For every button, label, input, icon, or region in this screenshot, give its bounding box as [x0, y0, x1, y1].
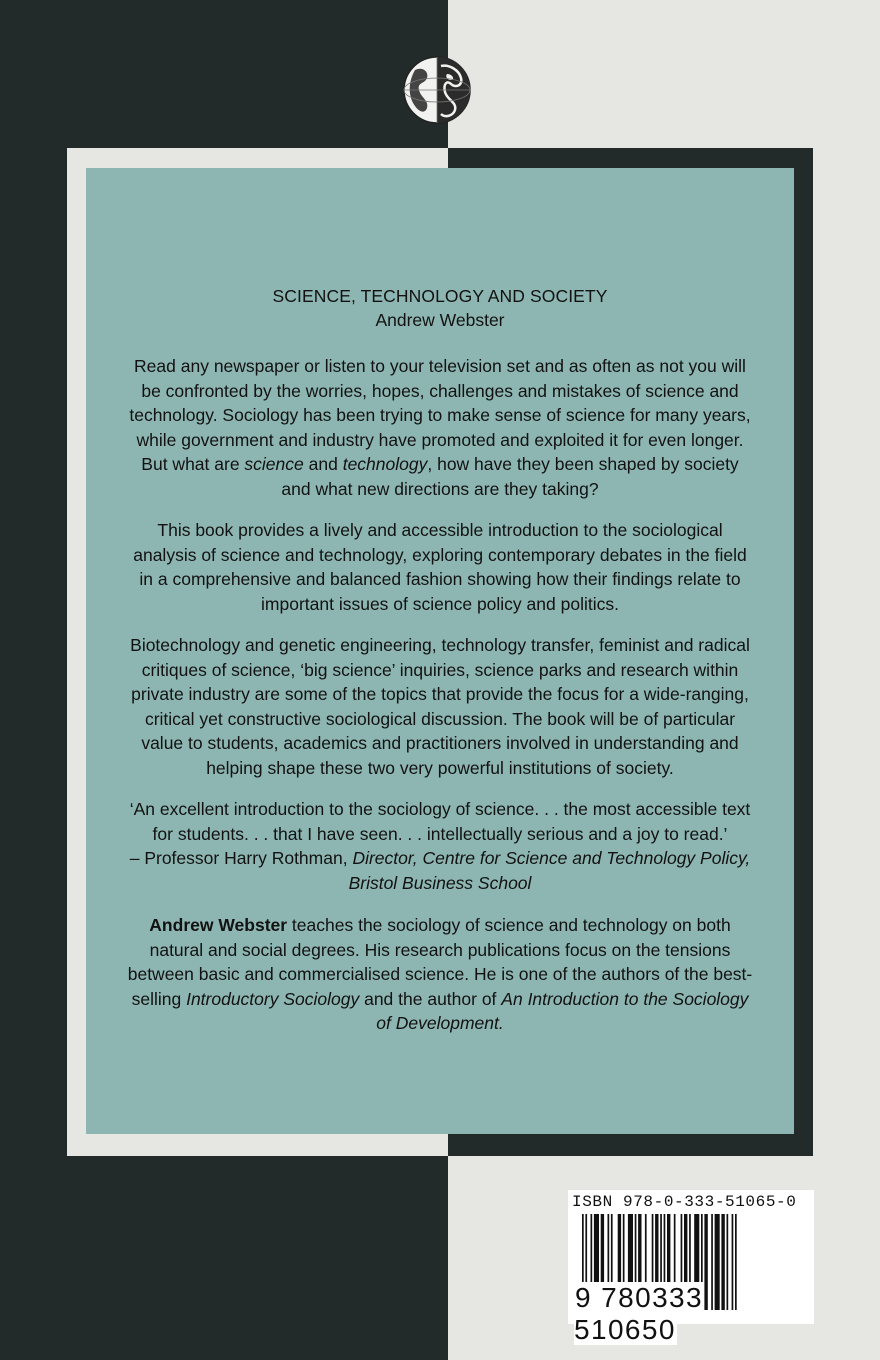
barcode-digits: 9 780333 510650 — [574, 1282, 703, 1345]
author-bio: Andrew Webster teaches the sociology of science and technology on both natural and social degrees. His research publications focus on the tensions between basic and commercialised science. He is one of the authors of the best-selling Introductory Sociology and the author of An Introduction to the Sociology of Development. — [127, 915, 753, 1033]
book-title: SCIENCE, TECHNOLOGY AND SOCIETY — [272, 286, 608, 306]
blurb-paragraph-2: This book provides a lively and accessible introduction to the sociological analysis of science and technology, exploring contemporary debates in the field in a comprehensive and balanced fashion showing how their findings relate to important issues of science policy and politics. — [133, 520, 747, 614]
blurb-panel — [86, 168, 794, 1134]
globe-icon — [401, 54, 473, 126]
isbn-label: ISBN 978-0-333-51065-0 — [572, 1193, 797, 1211]
book-author: Andrew Webster — [375, 310, 505, 330]
blurb-paragraph-3: Biotechnology and genetic engineering, technology transfer, feminist and radical critiques of science, ‘big science’ inquiries, science parks and research within private industry are some of the topics that provide the focus for a wide-ranging, critical yet constructive sociological discussion. The book will be of particular value to students, academics and practitioners involved in understanding and helping shape these two very powerful institutions of society. — [130, 635, 750, 778]
isbn-barcode — [568, 1190, 814, 1345]
review-quote: ‘An excellent introduction to the sociology of science. . . the most accessible text for students. . . that I have seen. . . intellectually serious and a joy to read.’ – Professor Harry Rothman, Director, Centre for Science and Technology Policy, Bristol Business School — [129, 799, 751, 893]
blurb-paragraph-1: Read any newspaper or listen to your television set and as often as not you will be confronted by the worries, hopes, challenges and mistakes of science and technology. Sociology has been trying to make sense of science for many years, while government and industry have promoted and exploited it for even longer. But what are science and technology, how have they been shaped by society and what new directions are they taking? — [129, 356, 751, 499]
